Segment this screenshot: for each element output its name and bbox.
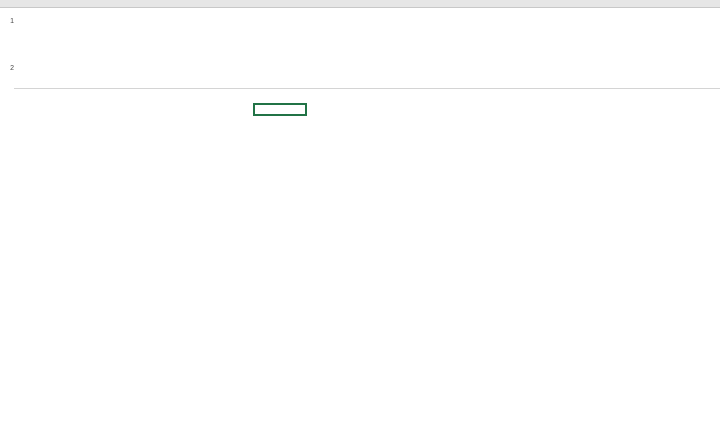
logo: [16, 8, 186, 64]
column-header-bar: [0, 0, 720, 8]
selected-cell[interactable]: [253, 103, 307, 116]
row-number[interactable]: 2: [10, 65, 14, 72]
row-number[interactable]: 1: [10, 18, 14, 25]
month-header-row: [14, 76, 720, 89]
